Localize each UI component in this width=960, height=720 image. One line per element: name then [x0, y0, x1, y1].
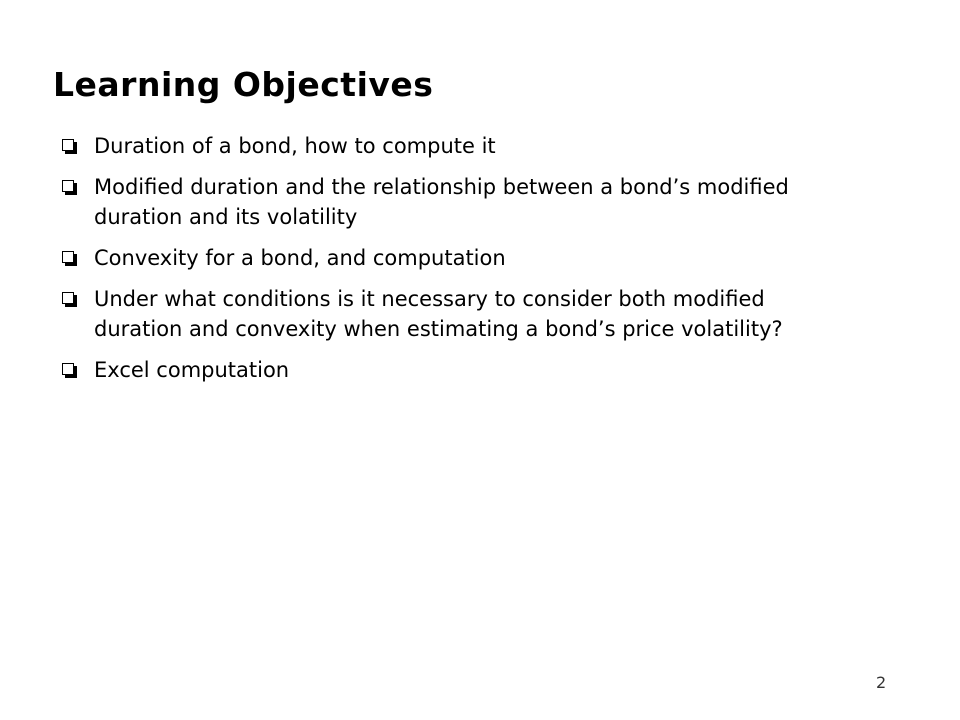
- list-item-text: Modified duration and the relationship between a bond’s modified duration and its volatility: [94, 175, 789, 229]
- shadowed-box-icon: [62, 292, 77, 307]
- shadowed-box-icon: [62, 363, 77, 378]
- slide-title: Learning Objectives: [53, 65, 434, 104]
- shadowed-box-icon: [62, 251, 77, 266]
- list-item-text: Duration of a bond, how to compute it: [94, 134, 496, 158]
- objectives-list: [62, 128, 932, 396]
- list-item-text: Convexity for a bond, and computation: [94, 246, 506, 270]
- page-number: 2: [876, 673, 887, 692]
- list-item: [62, 172, 932, 232]
- list-item: [62, 128, 932, 164]
- shadowed-box-icon: [62, 180, 77, 195]
- list-item: [62, 284, 932, 344]
- list-item: [62, 352, 932, 388]
- list-item: [62, 240, 932, 276]
- list-item-text: Excel computation: [94, 358, 290, 382]
- list-item-text: Under what conditions is it necessary to consider both modified duration and convexity when estimating a bond’s price volatility?: [94, 287, 783, 341]
- shadowed-box-icon: [62, 139, 77, 154]
